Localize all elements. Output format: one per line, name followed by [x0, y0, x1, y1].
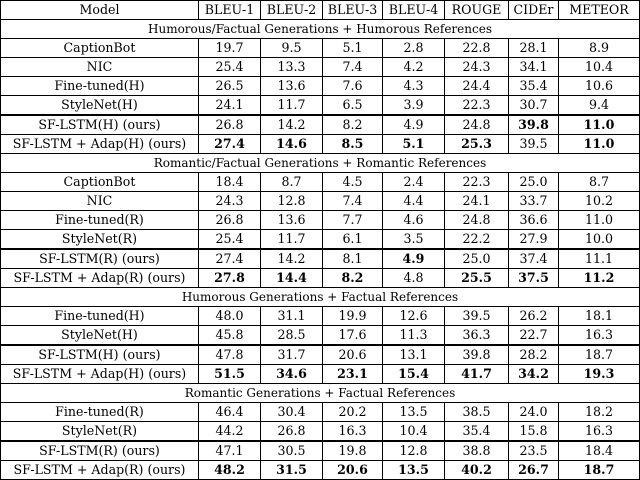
meteor-cell: 18.4	[559, 441, 640, 461]
bleu-1-cell: 26.8	[199, 115, 261, 135]
section-header-row	[1, 20, 640, 39]
bleu-4-cell: 3.5	[383, 230, 445, 250]
rouge-cell: 36.3	[445, 326, 509, 346]
rouge-cell: 24.8	[445, 115, 509, 135]
model-name-cell: Fine-tuned(H)	[1, 307, 199, 326]
cider-cell: 30.7	[509, 96, 559, 116]
cider-cell: 39.5	[509, 135, 559, 154]
bleu-3-cell: 8.2	[323, 269, 383, 288]
meteor-cell: 19.3	[559, 365, 640, 384]
cider-cell: 37.4	[509, 249, 559, 269]
model-name-cell: Fine-tuned(H)	[1, 77, 199, 96]
bleu-2-cell: 8.7	[261, 173, 323, 192]
cider-cell: 37.5	[509, 269, 559, 288]
table-row	[1, 365, 640, 384]
bleu-4-cell: 4.9	[383, 115, 445, 135]
table-row	[1, 58, 640, 77]
cider-cell: 36.6	[509, 211, 559, 230]
header-meteor: METEOR	[559, 1, 640, 20]
cider-cell: 27.9	[509, 230, 559, 250]
bleu-2-cell: 34.6	[261, 365, 323, 384]
model-name-cell: CaptionBot	[1, 39, 199, 58]
meteor-cell: 11.0	[559, 115, 640, 135]
bleu-3-cell: 20.2	[323, 403, 383, 422]
model-name-cell: Fine-tuned(R)	[1, 211, 199, 230]
bleu-4-cell: 3.9	[383, 96, 445, 116]
meteor-cell: 9.4	[559, 96, 640, 116]
bleu-1-cell: 27.4	[199, 135, 261, 154]
bleu-1-cell: 47.1	[199, 441, 261, 461]
bleu-4-cell: 13.5	[383, 403, 445, 422]
table-body	[1, 20, 640, 480]
bleu-3-cell: 7.7	[323, 211, 383, 230]
model-name-cell: SF-LSTM + Adap(H) (ours)	[1, 135, 199, 154]
cider-cell: 39.8	[509, 115, 559, 135]
bleu-3-cell: 20.6	[323, 345, 383, 365]
bleu-2-cell: 30.5	[261, 441, 323, 461]
model-name-cell: StyleNet(H)	[1, 96, 199, 116]
bleu-4-cell: 10.4	[383, 422, 445, 442]
rouge-cell: 38.8	[445, 441, 509, 461]
bleu-4-cell: 13.5	[383, 461, 445, 480]
bleu-3-cell: 7.6	[323, 77, 383, 96]
bleu-1-cell: 19.7	[199, 39, 261, 58]
table-row	[1, 461, 640, 480]
bleu-2-cell: 26.8	[261, 422, 323, 442]
bleu-3-cell: 7.4	[323, 58, 383, 77]
cider-cell: 28.2	[509, 345, 559, 365]
model-name-cell: SF-LSTM(R) (ours)	[1, 249, 199, 269]
bleu-4-cell: 12.8	[383, 441, 445, 461]
meteor-cell: 16.3	[559, 326, 640, 346]
cider-cell: 34.2	[509, 365, 559, 384]
header-rouge: ROUGE	[445, 1, 509, 20]
model-name-cell: CaptionBot	[1, 173, 199, 192]
table-row	[1, 96, 640, 116]
model-name-cell: SF-LSTM + Adap(H) (ours)	[1, 365, 199, 384]
rouge-cell: 24.4	[445, 77, 509, 96]
cider-cell: 33.7	[509, 192, 559, 211]
header-bleu-2: BLEU-2	[261, 1, 323, 20]
bleu-1-cell: 48.0	[199, 307, 261, 326]
bleu-2-cell: 31.5	[261, 461, 323, 480]
bleu-4-cell: 4.3	[383, 77, 445, 96]
table-row	[1, 403, 640, 422]
section-header-row	[1, 384, 640, 403]
bleu-3-cell: 8.1	[323, 249, 383, 269]
bleu-2-cell: 11.7	[261, 96, 323, 116]
bleu-2-cell: 30.4	[261, 403, 323, 422]
model-name-cell: NIC	[1, 58, 199, 77]
bleu-4-cell: 4.8	[383, 269, 445, 288]
table-row	[1, 192, 640, 211]
header-cider: CIDEr	[509, 1, 559, 20]
bleu-4-cell: 4.9	[383, 249, 445, 269]
header-bleu-1: BLEU-1	[199, 1, 261, 20]
bleu-3-cell: 19.8	[323, 441, 383, 461]
meteor-cell: 10.0	[559, 230, 640, 250]
table-row	[1, 269, 640, 288]
rouge-cell: 24.3	[445, 58, 509, 77]
rouge-cell: 22.3	[445, 173, 509, 192]
bleu-3-cell: 19.9	[323, 307, 383, 326]
bleu-4-cell: 12.6	[383, 307, 445, 326]
rouge-cell: 22.3	[445, 96, 509, 116]
table-row	[1, 77, 640, 96]
cider-cell: 15.8	[509, 422, 559, 442]
cider-cell: 26.2	[509, 307, 559, 326]
bleu-1-cell: 46.4	[199, 403, 261, 422]
bleu-1-cell: 18.4	[199, 173, 261, 192]
meteor-cell: 18.2	[559, 403, 640, 422]
rouge-cell: 25.0	[445, 249, 509, 269]
bleu-2-cell: 13.6	[261, 211, 323, 230]
cider-cell: 26.7	[509, 461, 559, 480]
table-row	[1, 422, 640, 442]
table-row	[1, 441, 640, 461]
bleu-4-cell: 13.1	[383, 345, 445, 365]
bleu-2-cell: 31.7	[261, 345, 323, 365]
table-row	[1, 39, 640, 58]
bleu-4-cell: 15.4	[383, 365, 445, 384]
bleu-1-cell: 24.3	[199, 192, 261, 211]
meteor-cell: 11.0	[559, 211, 640, 230]
bleu-3-cell: 8.2	[323, 115, 383, 135]
section-header-row	[1, 288, 640, 307]
meteor-cell: 8.7	[559, 173, 640, 192]
meteor-cell: 8.9	[559, 39, 640, 58]
meteor-cell: 16.3	[559, 422, 640, 442]
rouge-cell: 25.3	[445, 135, 509, 154]
bleu-4-cell: 4.6	[383, 211, 445, 230]
bleu-1-cell: 26.5	[199, 77, 261, 96]
table-row	[1, 135, 640, 154]
cider-cell: 23.5	[509, 441, 559, 461]
rouge-cell: 22.8	[445, 39, 509, 58]
meteor-cell: 18.7	[559, 345, 640, 365]
meteor-cell: 18.7	[559, 461, 640, 480]
bleu-3-cell: 5.1	[323, 39, 383, 58]
model-name-cell: StyleNet(R)	[1, 422, 199, 442]
table-row	[1, 307, 640, 326]
bleu-2-cell: 14.4	[261, 269, 323, 288]
table-row	[1, 173, 640, 192]
model-name-cell: StyleNet(R)	[1, 230, 199, 250]
bleu-1-cell: 44.2	[199, 422, 261, 442]
bleu-3-cell: 6.5	[323, 96, 383, 116]
bleu-1-cell: 25.4	[199, 58, 261, 77]
bleu-2-cell: 13.3	[261, 58, 323, 77]
section-header-row	[1, 154, 640, 173]
bleu-3-cell: 7.4	[323, 192, 383, 211]
bleu-3-cell: 6.1	[323, 230, 383, 250]
bleu-2-cell: 11.7	[261, 230, 323, 250]
bleu-2-cell: 31.1	[261, 307, 323, 326]
rouge-cell: 24.1	[445, 192, 509, 211]
bleu-3-cell: 23.1	[323, 365, 383, 384]
header-row	[1, 1, 640, 20]
cider-cell: 24.0	[509, 403, 559, 422]
section-title: Humorous Generations + Factual References	[1, 288, 640, 307]
header-bleu-3: BLEU-3	[323, 1, 383, 20]
bleu-3-cell: 17.6	[323, 326, 383, 346]
bleu-4-cell: 4.4	[383, 192, 445, 211]
bleu-1-cell: 45.8	[199, 326, 261, 346]
cider-cell: 25.0	[509, 173, 559, 192]
model-name-cell: Fine-tuned(R)	[1, 403, 199, 422]
table-row	[1, 249, 640, 269]
bleu-2-cell: 14.2	[261, 249, 323, 269]
rouge-cell: 24.8	[445, 211, 509, 230]
bleu-3-cell: 8.5	[323, 135, 383, 154]
bleu-4-cell: 2.4	[383, 173, 445, 192]
bleu-4-cell: 11.3	[383, 326, 445, 346]
cider-cell: 34.1	[509, 58, 559, 77]
meteor-cell: 11.1	[559, 249, 640, 269]
bleu-4-cell: 2.8	[383, 39, 445, 58]
model-name-cell: SF-LSTM(H) (ours)	[1, 115, 199, 135]
section-title: Humorous/Factual Generations + Humorous References	[1, 20, 640, 39]
table-row	[1, 326, 640, 346]
model-name-cell: NIC	[1, 192, 199, 211]
meteor-cell: 10.2	[559, 192, 640, 211]
table-row	[1, 115, 640, 135]
bleu-1-cell: 51.5	[199, 365, 261, 384]
header-bleu-4: BLEU-4	[383, 1, 445, 20]
model-name-cell: SF-LSTM + Adap(R) (ours)	[1, 461, 199, 480]
bleu-2-cell: 9.5	[261, 39, 323, 58]
bleu-4-cell: 4.2	[383, 58, 445, 77]
table-row	[1, 345, 640, 365]
bleu-2-cell: 13.6	[261, 77, 323, 96]
model-name-cell: SF-LSTM(R) (ours)	[1, 441, 199, 461]
bleu-2-cell: 14.6	[261, 135, 323, 154]
bleu-2-cell: 14.2	[261, 115, 323, 135]
rouge-cell: 35.4	[445, 422, 509, 442]
table-row	[1, 230, 640, 250]
meteor-cell: 11.2	[559, 269, 640, 288]
bleu-1-cell: 26.8	[199, 211, 261, 230]
cider-cell: 28.1	[509, 39, 559, 58]
bleu-3-cell: 4.5	[323, 173, 383, 192]
cider-cell: 35.4	[509, 77, 559, 96]
meteor-cell: 11.0	[559, 135, 640, 154]
rouge-cell: 40.2	[445, 461, 509, 480]
meteor-cell: 10.6	[559, 77, 640, 96]
section-title: Romantic/Factual Generations + Romantic References	[1, 154, 640, 173]
bleu-1-cell: 24.1	[199, 96, 261, 116]
rouge-cell: 39.8	[445, 345, 509, 365]
section-title: Romantic Generations + Factual References	[1, 384, 640, 403]
header-model: Model	[1, 1, 199, 20]
bleu-2-cell: 12.8	[261, 192, 323, 211]
bleu-3-cell: 20.6	[323, 461, 383, 480]
bleu-3-cell: 16.3	[323, 422, 383, 442]
table-row	[1, 211, 640, 230]
cider-cell: 22.7	[509, 326, 559, 346]
bleu-2-cell: 28.5	[261, 326, 323, 346]
bleu-1-cell: 27.4	[199, 249, 261, 269]
rouge-cell: 38.5	[445, 403, 509, 422]
rouge-cell: 39.5	[445, 307, 509, 326]
bleu-4-cell: 5.1	[383, 135, 445, 154]
bleu-1-cell: 27.8	[199, 269, 261, 288]
model-name-cell: SF-LSTM + Adap(R) (ours)	[1, 269, 199, 288]
rouge-cell: 22.2	[445, 230, 509, 250]
rouge-cell: 25.5	[445, 269, 509, 288]
model-name-cell: SF-LSTM(H) (ours)	[1, 345, 199, 365]
bleu-1-cell: 48.2	[199, 461, 261, 480]
meteor-cell: 18.1	[559, 307, 640, 326]
rouge-cell: 41.7	[445, 365, 509, 384]
meteor-cell: 10.4	[559, 58, 640, 77]
bleu-1-cell: 47.8	[199, 345, 261, 365]
bleu-1-cell: 25.4	[199, 230, 261, 250]
model-name-cell: StyleNet(H)	[1, 326, 199, 346]
